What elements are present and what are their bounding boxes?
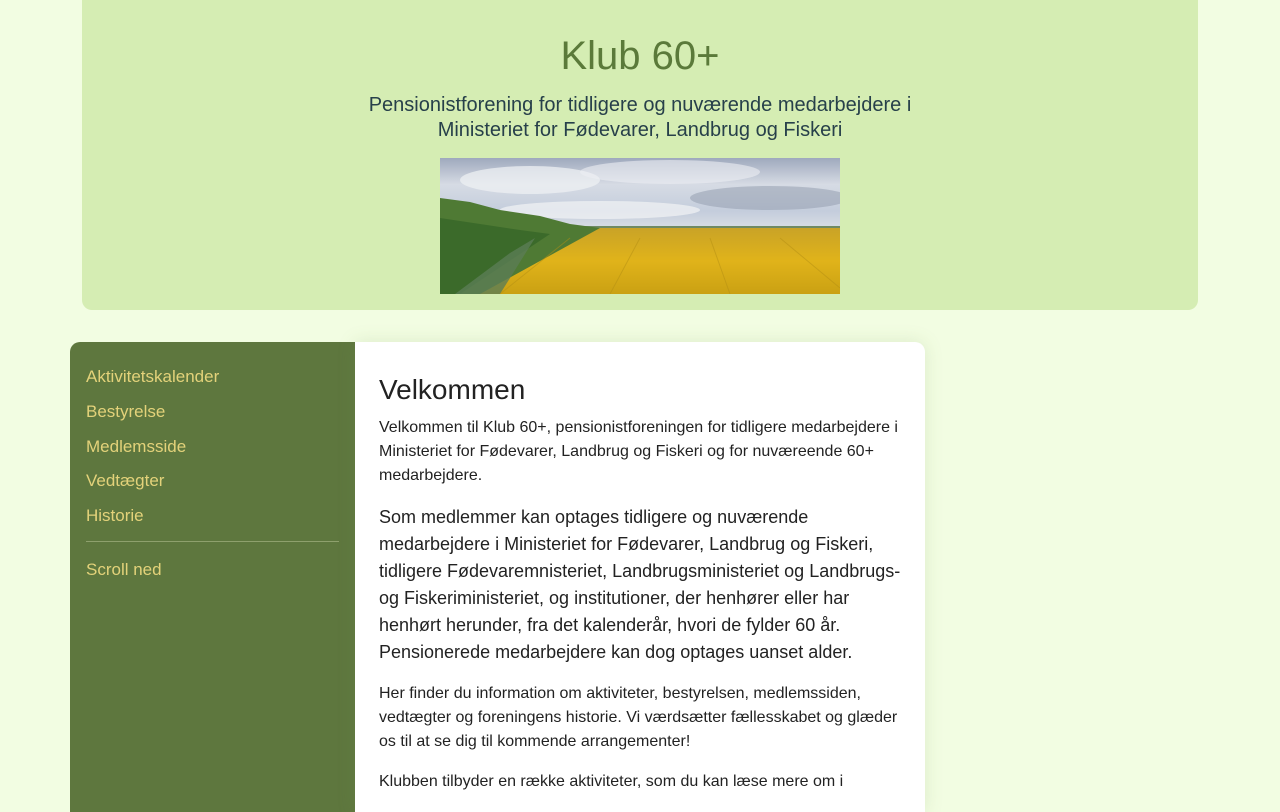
sidebar-item-vedtaegter[interactable]: Vedtægter	[86, 471, 165, 491]
intro-paragraph: Velkommen til Klub 60+, pensionistforeningen for tidligere medarbejdere i Ministeriet for Fødevarer, Landbrug og Fiskeri og for nuværeende 60+ medarbejdere.	[379, 419, 898, 484]
info-paragraph: Her finder du information om aktiviteter, bestyrelsen, medlemssiden, vedtægter og foreningens historie. Vi værdsætter fællesskabet og glæder os til at se dig til kommende arrangementer!	[379, 685, 898, 750]
activities-paragraph: Klubben tilbyder en række aktiviteter, som du kan læse mere om i	[379, 773, 844, 790]
sidebar-item-bestyrelse[interactable]: Bestyrelse	[86, 401, 166, 421]
banner-image	[440, 158, 840, 294]
sidebar-item-aktivitetskalender[interactable]: Aktivitetskalender	[86, 367, 220, 386]
main-content	[355, 342, 925, 812]
sidebar-divider	[86, 541, 339, 542]
site-title: Klub 60+	[560, 34, 720, 78]
page-title: Velkommen	[379, 374, 526, 405]
sidebar-item-historie[interactable]: Historie	[86, 506, 144, 526]
scroll-down-link[interactable]: Scroll ned	[86, 559, 162, 579]
sidebar-nav	[70, 342, 355, 812]
sidebar-item-medlemsside[interactable]: Medlemsside	[86, 436, 187, 456]
site-header	[82, 0, 1198, 310]
membership-paragraph: Som medlemmer kan optages tidligere og nuværende medarbejdere i Ministeriet for Fødevarer, Landbrug og Fiskeri, tidligere Fødevaremnisteriet, Landbrugsministeriet og Landbrugs- og Fiskeriministeriet, og institutioner, der henhører eller har henhørt herunder, fra det kalenderår, hvori de fylder 60 år. Pensionerede medarbejdere kan dog optages uanset alder.	[379, 507, 901, 662]
site-subtitle: Pensionistforening for tidligere og nuværende medarbejdere i Ministeriet for Fødevarer, Landbrug og Fiskeri	[368, 94, 912, 141]
